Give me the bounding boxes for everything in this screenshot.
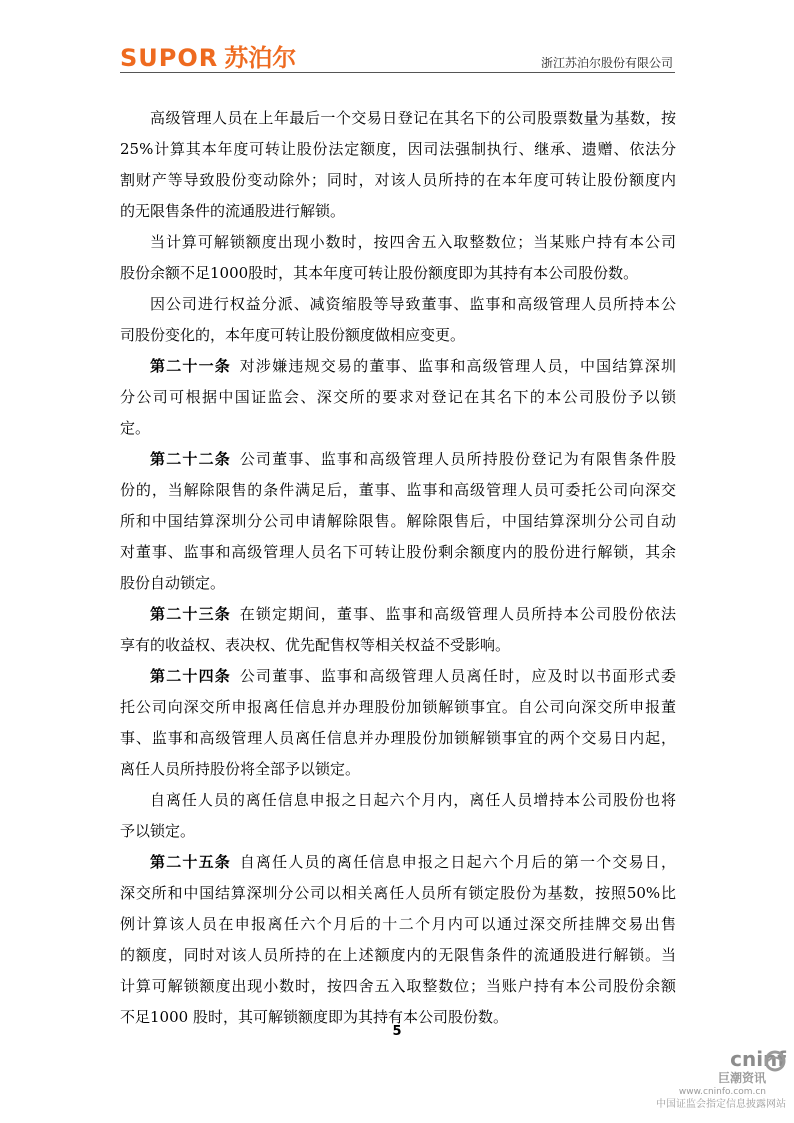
text-line	[120, 382, 676, 413]
line-text: 自离任人员的离任信息申报之日起六个月后的第一个交易日，	[238, 853, 676, 871]
line-text: 托公司向深交所申报离任信息并办理股份加锁解锁事宜。自公司向深交所申报董	[120, 698, 676, 716]
article-number: 第二十五条	[150, 853, 232, 871]
text-line	[120, 661, 676, 692]
article-number: 第二十四条	[150, 667, 232, 685]
text-line	[120, 940, 676, 971]
line-text: 定。	[120, 419, 151, 437]
text-line	[120, 723, 676, 754]
text-line	[120, 134, 676, 165]
paragraph	[120, 599, 676, 661]
logo-latin-text: SUPOR	[120, 44, 219, 72]
line-text: 当计算可解锁额度出现小数时，按四舍五入取整数位；当某账户持有本公司	[150, 233, 676, 251]
text-line	[120, 351, 676, 382]
company-name: 浙江苏泊尔股份有限公司	[540, 56, 673, 70]
line-text: 份的，当解除限售的条件满足后，董事、监事和高级管理人员可委托公司向深交	[120, 481, 676, 499]
line-text: 分公司可根据中国证监会、深交所的要求对登记在其名下的本公司股份予以锁	[120, 388, 676, 406]
text-line	[120, 878, 676, 909]
line-text: 在锁定期间，董事、监事和高级管理人员所持本公司股份依法	[238, 605, 676, 623]
line-text: 享有的收益权、表决权、优先配售权等相关权益不受影响。	[120, 636, 511, 654]
text-line	[120, 568, 676, 599]
text-line	[120, 537, 676, 568]
text-line	[120, 971, 676, 1002]
paragraph	[120, 444, 676, 599]
line-text: 股份自动锁定。	[120, 574, 226, 592]
line-text: 高级管理人员在上年最后一个交易日登记在其名下的公司股票数量为基数，按	[150, 109, 676, 127]
paragraph	[120, 289, 676, 351]
text-line	[120, 909, 676, 940]
line-text: 的额度，同时对该人员所持的在上述额度内的无限售条件的流通股进行解锁。当	[120, 946, 676, 964]
article-number: 第二十一条	[150, 357, 232, 375]
watermark-url: www.cninfo.com.cn	[678, 1087, 766, 1097]
text-line	[120, 475, 676, 506]
text-line	[120, 444, 676, 475]
text-line	[120, 196, 676, 227]
cninfo-watermark	[646, 1048, 786, 1118]
line-text: 25%计算其本年度可转让股份法定额度，因司法强制执行、继承、遗赠、依法分	[120, 140, 676, 158]
text-line	[120, 320, 676, 351]
paragraph	[120, 785, 676, 847]
line-text: 自离任人员的离任信息申报之日起六个月内，离任人员增持本公司股份也将	[150, 791, 676, 809]
text-line	[120, 785, 676, 816]
line-text: 离任人员所持股份将全部予以锁定。	[120, 760, 361, 778]
line-text: 例计算该人员在申报离任六个月后的十二个月内可以通过深交所挂牌交易出售	[120, 915, 676, 933]
text-line	[120, 692, 676, 723]
line-text: 不足1000 股时，其可解锁额度即为其持有本公司股份数。	[120, 1008, 508, 1026]
header-rule	[120, 72, 675, 73]
logo-cjk-text: 苏泊尔	[224, 44, 297, 72]
line-text: 事、监事和高级管理人员离任信息并办理股份加锁解锁事宜的两个交易日内起，	[120, 729, 676, 747]
text-line	[120, 847, 676, 878]
text-line	[120, 227, 676, 258]
paragraph	[120, 227, 676, 289]
text-line	[120, 289, 676, 320]
paragraph	[120, 103, 676, 227]
text-line	[120, 506, 676, 537]
text-line	[120, 630, 676, 661]
text-line	[120, 258, 676, 289]
watermark-tagline: 中国证监会指定信息披露网站	[656, 1099, 786, 1110]
line-text: 司股份变化的，本年度可转让股份额度做相应变更。	[120, 326, 466, 344]
article-number: 第二十二条	[150, 450, 232, 468]
line-text: 所和中国结算深圳分公司申请解除限售。解除限售后，中国结算深圳分公司自动	[120, 512, 676, 530]
paragraph	[120, 847, 676, 1033]
line-text: 的无限售条件的流通股进行解锁。	[120, 202, 346, 220]
line-text: 公司董事、监事和高级管理人员所持股份登记为有限售条件股	[238, 450, 676, 468]
watermark-brand: cninf	[730, 1047, 786, 1071]
line-text: 对董事、监事和高级管理人员名下可转让股份剩余额度内的股份进行解锁，其余	[120, 543, 676, 561]
line-text: 计算可解锁额度出现小数时，按四舍五入取整数位；当账户持有本公司股份余额	[120, 977, 676, 995]
page-number: 5	[392, 1024, 402, 1039]
document-body	[120, 103, 676, 1033]
text-line	[120, 103, 676, 134]
line-text: 对涉嫌违规交易的董事、监事和高级管理人员，中国结算深圳	[238, 357, 676, 375]
page-header	[120, 36, 675, 76]
line-text: 深交所和中国结算深圳分公司以相关离任人员所有锁定股份为基数，按照50%比	[120, 884, 676, 902]
line-text: 予以锁定。	[120, 822, 196, 840]
paragraph	[120, 351, 676, 444]
line-text: 割财产等导致股份变动除外；同时，对该人员所持的在本年度可转让股份额度内	[120, 171, 676, 189]
text-line	[120, 165, 676, 196]
text-line	[120, 413, 676, 444]
line-text: 股份余额不足1000股时，其本年度可转让股份额度即为其持有本公司股份数。	[120, 264, 639, 282]
supor-logo	[120, 38, 296, 73]
text-line	[120, 599, 676, 630]
article-number: 第二十三条	[150, 605, 232, 623]
text-line	[120, 816, 676, 847]
line-text: 公司董事、监事和高级管理人员离任时，应及时以书面形式委	[238, 667, 676, 685]
watermark-brand-cn: 巨潮资讯	[717, 1071, 766, 1085]
text-line	[120, 754, 676, 785]
cninfo-logo-icon	[764, 1050, 786, 1072]
paragraph	[120, 661, 676, 785]
line-text: 因公司进行权益分派、减资缩股等导致董事、监事和高级管理人员所持本公	[150, 295, 676, 313]
